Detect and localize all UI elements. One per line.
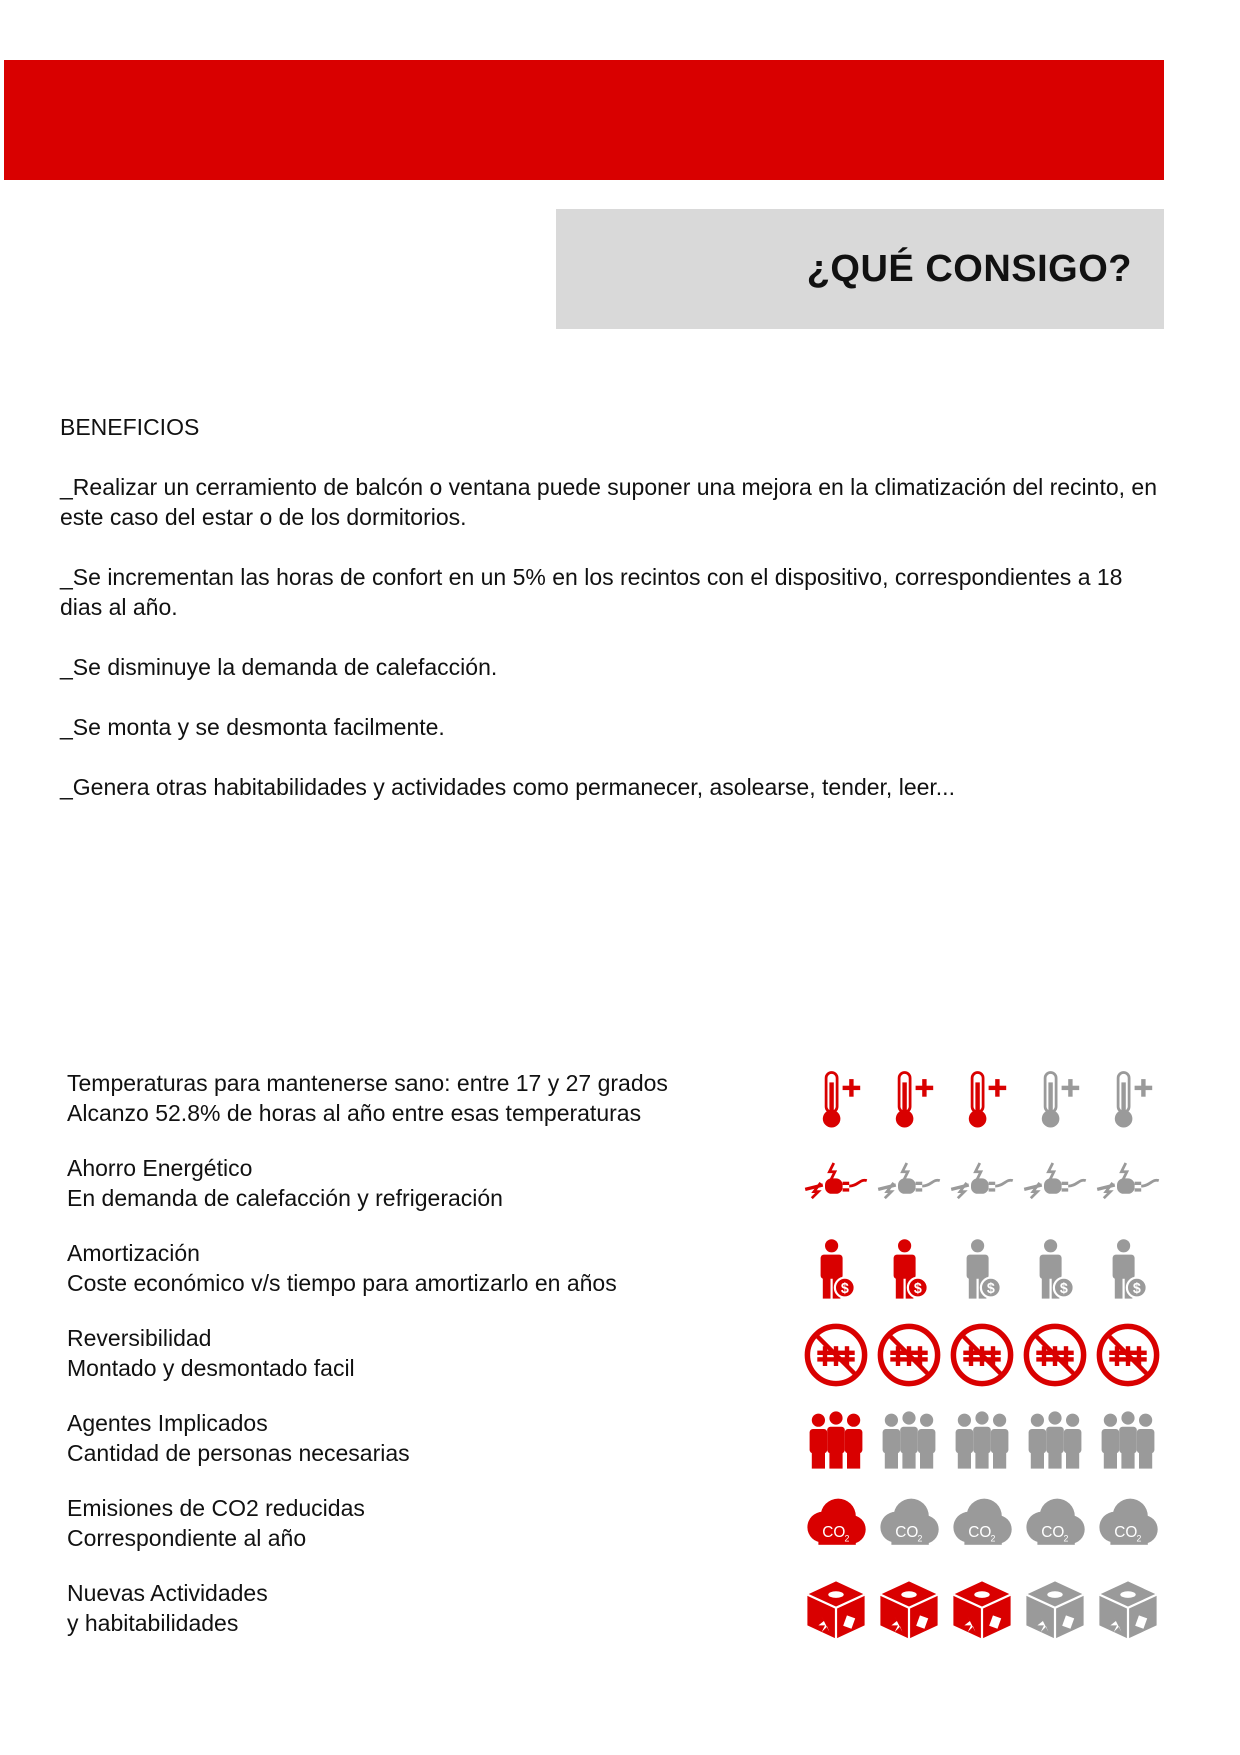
rating-icons bbox=[799, 1400, 1164, 1480]
benefit-item: _Realizar un cerramiento de balcón o ventana puede suponer una mejora en la climatización del recinto, en este caso del estar o de los dormitorios. bbox=[60, 474, 1158, 530]
indicator-subtitle: Coste económico v/s tiempo para amortizarlo en años bbox=[67, 1270, 617, 1296]
activity-cube-icon bbox=[1018, 1570, 1091, 1650]
svg-text:$: $ bbox=[840, 1281, 849, 1298]
indicator-subtitle: Montado y desmontado facil bbox=[67, 1355, 355, 1381]
indicator-row-reversibility bbox=[67, 1315, 1167, 1400]
activity-cube-icon bbox=[799, 1570, 872, 1650]
people-group-icon bbox=[799, 1400, 872, 1480]
title-box bbox=[556, 209, 1164, 329]
svg-text:CO: CO bbox=[1113, 1524, 1137, 1542]
people-group-icon bbox=[872, 1400, 945, 1480]
indicator-row-agents bbox=[67, 1400, 1167, 1485]
co2-cloud-icon bbox=[1091, 1485, 1164, 1565]
indicator-label bbox=[67, 1323, 355, 1383]
co2-cloud-icon bbox=[872, 1485, 945, 1565]
indicator-label bbox=[67, 1238, 617, 1298]
indicator-title: Agentes Implicados bbox=[67, 1410, 268, 1436]
benefits-section bbox=[60, 412, 1170, 832]
rating-icons bbox=[799, 1060, 1164, 1140]
co2-cloud-icon bbox=[945, 1485, 1018, 1565]
indicator-row-energy-saving bbox=[67, 1145, 1167, 1230]
person-money-icon bbox=[1091, 1230, 1164, 1310]
reversibility-circle-icon bbox=[1018, 1315, 1091, 1395]
indicator-label bbox=[67, 1578, 268, 1638]
indicator-row-amortization bbox=[67, 1230, 1167, 1315]
indicator-title: Amortización bbox=[67, 1240, 200, 1266]
svg-text:2: 2 bbox=[844, 1533, 849, 1544]
thermometer-plus-icon bbox=[1018, 1060, 1091, 1140]
svg-text:CO: CO bbox=[821, 1524, 845, 1542]
indicator-row-new-activities bbox=[67, 1570, 1167, 1655]
indicator-label bbox=[67, 1493, 365, 1553]
benefit-item: _Se monta y se desmonta facilmente. bbox=[60, 714, 445, 740]
reversibility-circle-icon bbox=[1091, 1315, 1164, 1395]
rating-icons bbox=[799, 1145, 1164, 1225]
indicator-title: Temperaturas para mantenerse sano: entre 17 y 27 grados bbox=[67, 1070, 668, 1096]
rating-icons bbox=[799, 1485, 1164, 1565]
rating-icons bbox=[799, 1570, 1164, 1650]
people-group-icon bbox=[1018, 1400, 1091, 1480]
indicator-row-co2 bbox=[67, 1485, 1167, 1570]
indicator-label bbox=[67, 1068, 668, 1128]
people-group-icon bbox=[945, 1400, 1018, 1480]
person-money-icon bbox=[872, 1230, 945, 1310]
svg-text:CO: CO bbox=[1040, 1524, 1064, 1542]
rating-icons bbox=[799, 1315, 1164, 1395]
svg-text:$: $ bbox=[986, 1281, 995, 1298]
svg-text:2: 2 bbox=[990, 1533, 995, 1544]
rating-icons bbox=[799, 1230, 1164, 1310]
indicator-row-temperature bbox=[67, 1060, 1167, 1145]
benefits-heading: BENEFICIOS bbox=[60, 414, 200, 440]
person-money-icon bbox=[1018, 1230, 1091, 1310]
indicator-title: Reversibilidad bbox=[67, 1325, 212, 1351]
reversibility-circle-icon bbox=[799, 1315, 872, 1395]
energy-plug-icon bbox=[799, 1145, 872, 1225]
svg-text:CO: CO bbox=[894, 1524, 918, 1542]
indicator-subtitle: Correspondiente al año bbox=[67, 1525, 307, 1551]
benefit-item: _Se incrementan las horas de confort en un 5% en los recintos con el dispositivo, correspondientes a 18 dias al año. bbox=[60, 564, 1123, 620]
indicator-subtitle: y habitabilidades bbox=[67, 1610, 239, 1636]
indicator-title: Nuevas Actividades bbox=[67, 1580, 268, 1606]
svg-text:2: 2 bbox=[1136, 1533, 1141, 1544]
energy-plug-icon bbox=[945, 1145, 1018, 1225]
indicator-label bbox=[67, 1408, 410, 1468]
energy-plug-icon bbox=[1018, 1145, 1091, 1225]
thermometer-plus-icon bbox=[799, 1060, 872, 1140]
indicator-label bbox=[67, 1153, 503, 1213]
header-red-band bbox=[4, 60, 1164, 180]
page-title: ¿QUÉ CONSIGO? bbox=[806, 247, 1132, 290]
indicator-title: Emisiones de CO2 reducidas bbox=[67, 1495, 365, 1521]
indicators-table bbox=[67, 1060, 1167, 1655]
activity-cube-icon bbox=[945, 1570, 1018, 1650]
thermometer-plus-icon bbox=[872, 1060, 945, 1140]
reversibility-circle-icon bbox=[945, 1315, 1018, 1395]
activity-cube-icon bbox=[872, 1570, 945, 1650]
indicator-subtitle: Cantidad de personas necesarias bbox=[67, 1440, 410, 1466]
indicator-subtitle: En demanda de calefacción y refrigeración bbox=[67, 1185, 503, 1211]
indicator-subtitle: Alcanzo 52.8% de horas al año entre esas temperaturas bbox=[67, 1100, 642, 1126]
thermometer-plus-icon bbox=[945, 1060, 1018, 1140]
svg-text:$: $ bbox=[913, 1281, 922, 1298]
svg-text:2: 2 bbox=[1063, 1533, 1068, 1544]
benefit-item: _Genera otras habitabilidades y actividades como permanecer, asolearse, tender, leer... bbox=[60, 774, 955, 800]
svg-text:$: $ bbox=[1132, 1281, 1141, 1298]
energy-plug-icon bbox=[872, 1145, 945, 1225]
thermometer-plus-icon bbox=[1091, 1060, 1164, 1140]
person-money-icon bbox=[799, 1230, 872, 1310]
reversibility-circle-icon bbox=[872, 1315, 945, 1395]
svg-text:2: 2 bbox=[917, 1533, 922, 1544]
benefit-item: _Se disminuye la demanda de calefacción. bbox=[60, 654, 498, 680]
people-group-icon bbox=[1091, 1400, 1164, 1480]
activity-cube-icon bbox=[1091, 1570, 1164, 1650]
svg-text:CO: CO bbox=[967, 1524, 991, 1542]
co2-cloud-icon bbox=[1018, 1485, 1091, 1565]
indicator-title: Ahorro Energético bbox=[67, 1155, 253, 1181]
person-money-icon bbox=[945, 1230, 1018, 1310]
svg-text:$: $ bbox=[1059, 1281, 1068, 1298]
energy-plug-icon bbox=[1091, 1145, 1164, 1225]
co2-cloud-icon bbox=[799, 1485, 872, 1565]
